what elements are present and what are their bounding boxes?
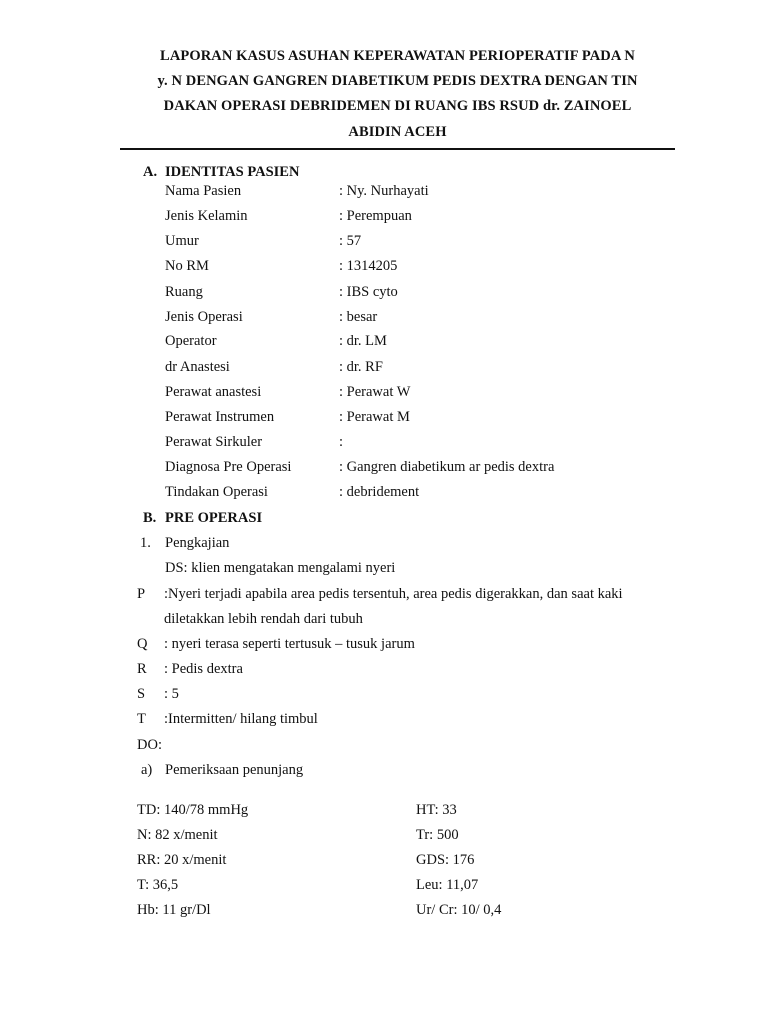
identity-value: : Gangren diabetikum ar pedis dextra bbox=[339, 459, 555, 475]
lab-value: GDS: 176 bbox=[416, 852, 475, 868]
identity-value: : Perawat M bbox=[339, 409, 410, 425]
pain-letter-q: Q bbox=[137, 636, 148, 652]
report-title-line-4: ABIDIN ACEH bbox=[348, 124, 447, 140]
section-a-marker: A. bbox=[143, 164, 158, 180]
item-title: Pengkajian bbox=[165, 535, 230, 551]
title-divider bbox=[120, 148, 675, 150]
identity-label: Operator bbox=[165, 333, 217, 349]
identity-label: dr Anastesi bbox=[165, 359, 230, 375]
identity-value: : Perawat W bbox=[339, 384, 411, 400]
identity-label: Tindakan Operasi bbox=[165, 484, 268, 500]
lab-value: Ur/ Cr: 10/ 0,4 bbox=[416, 902, 502, 918]
identity-label: Jenis Kelamin bbox=[165, 208, 248, 224]
pain-text-p: :Nyeri terjadi apabila area pedis tersentuh, area pedis digerakkan, dan saat kaki bbox=[164, 586, 623, 602]
identity-value: : bbox=[339, 434, 344, 450]
report-title-line-2: y. N DENGAN GANGREN DIABETIKUM PEDIS DEXTRA DENGAN TIN bbox=[157, 73, 638, 89]
pain-text-p-continued: diletakkan lebih rendah dari tubuh bbox=[164, 611, 363, 627]
pain-letter-p: P bbox=[137, 586, 146, 602]
identity-label: Nama Pasien bbox=[165, 183, 242, 199]
pain-letter-s: S bbox=[137, 686, 146, 702]
sub-item-marker: a) bbox=[141, 762, 153, 778]
pain-letter-t: T bbox=[137, 711, 146, 727]
identity-label: Ruang bbox=[165, 284, 203, 300]
section-b-marker: B. bbox=[143, 510, 157, 526]
subjective-data: DS: klien mengatakan mengalami nyeri bbox=[165, 560, 396, 576]
identity-value: : Perempuan bbox=[339, 208, 412, 224]
identity-label: Diagnosa Pre Operasi bbox=[165, 459, 292, 475]
section-a-heading: IDENTITAS PASIEN bbox=[165, 164, 300, 180]
pain-text-s: : 5 bbox=[164, 686, 179, 702]
identity-value: : 57 bbox=[339, 233, 362, 249]
pain-text-r: : Pedis dextra bbox=[164, 661, 243, 677]
identity-value: : debridement bbox=[339, 484, 420, 500]
vital-value: RR: 20 x/menit bbox=[137, 852, 227, 868]
pain-text-t: :Intermitten/ hilang timbul bbox=[164, 711, 318, 727]
sub-item-title: Pemeriksaan penunjang bbox=[165, 762, 304, 778]
identity-value: : dr. RF bbox=[339, 359, 383, 375]
vital-value: Hb: 11 gr/Dl bbox=[137, 902, 211, 918]
identity-value: : IBS cyto bbox=[339, 284, 398, 300]
identity-label: Perawat anastesi bbox=[165, 384, 262, 400]
pain-text-q: : nyeri terasa seperti tertusuk – tusuk jarum bbox=[164, 636, 415, 652]
objective-data-label: DO: bbox=[137, 737, 162, 753]
vital-value: N: 82 x/menit bbox=[137, 827, 218, 843]
vital-value: T: 36,5 bbox=[137, 877, 179, 893]
identity-value: : 1314205 bbox=[339, 258, 398, 274]
report-title-line-3: DAKAN OPERASI DEBRIDEMEN DI RUANG IBS RSUD dr. ZAINOEL bbox=[163, 98, 632, 114]
lab-value: Tr: 500 bbox=[416, 827, 459, 843]
identity-value: : besar bbox=[339, 309, 378, 325]
identity-label: Perawat Instrumen bbox=[165, 409, 275, 425]
lab-value: HT: 33 bbox=[416, 802, 457, 818]
pain-letter-r: R bbox=[137, 661, 147, 677]
identity-label: Perawat Sirkuler bbox=[165, 434, 263, 450]
identity-value: : dr. LM bbox=[339, 333, 387, 349]
vital-value: TD: 140/78 mmHg bbox=[137, 802, 249, 818]
identity-value: : Ny. Nurhayati bbox=[339, 183, 429, 199]
section-b-heading: PRE OPERASI bbox=[165, 510, 263, 526]
report-title-line-1: LAPORAN KASUS ASUHAN KEPERAWATAN PERIOPERATIF PADA N bbox=[160, 48, 635, 64]
identity-label: Jenis Operasi bbox=[165, 309, 243, 325]
lab-value: Leu: 11,07 bbox=[416, 877, 479, 893]
identity-label: No RM bbox=[165, 258, 209, 274]
identity-label: Umur bbox=[165, 233, 199, 249]
item-number: 1. bbox=[140, 535, 151, 551]
